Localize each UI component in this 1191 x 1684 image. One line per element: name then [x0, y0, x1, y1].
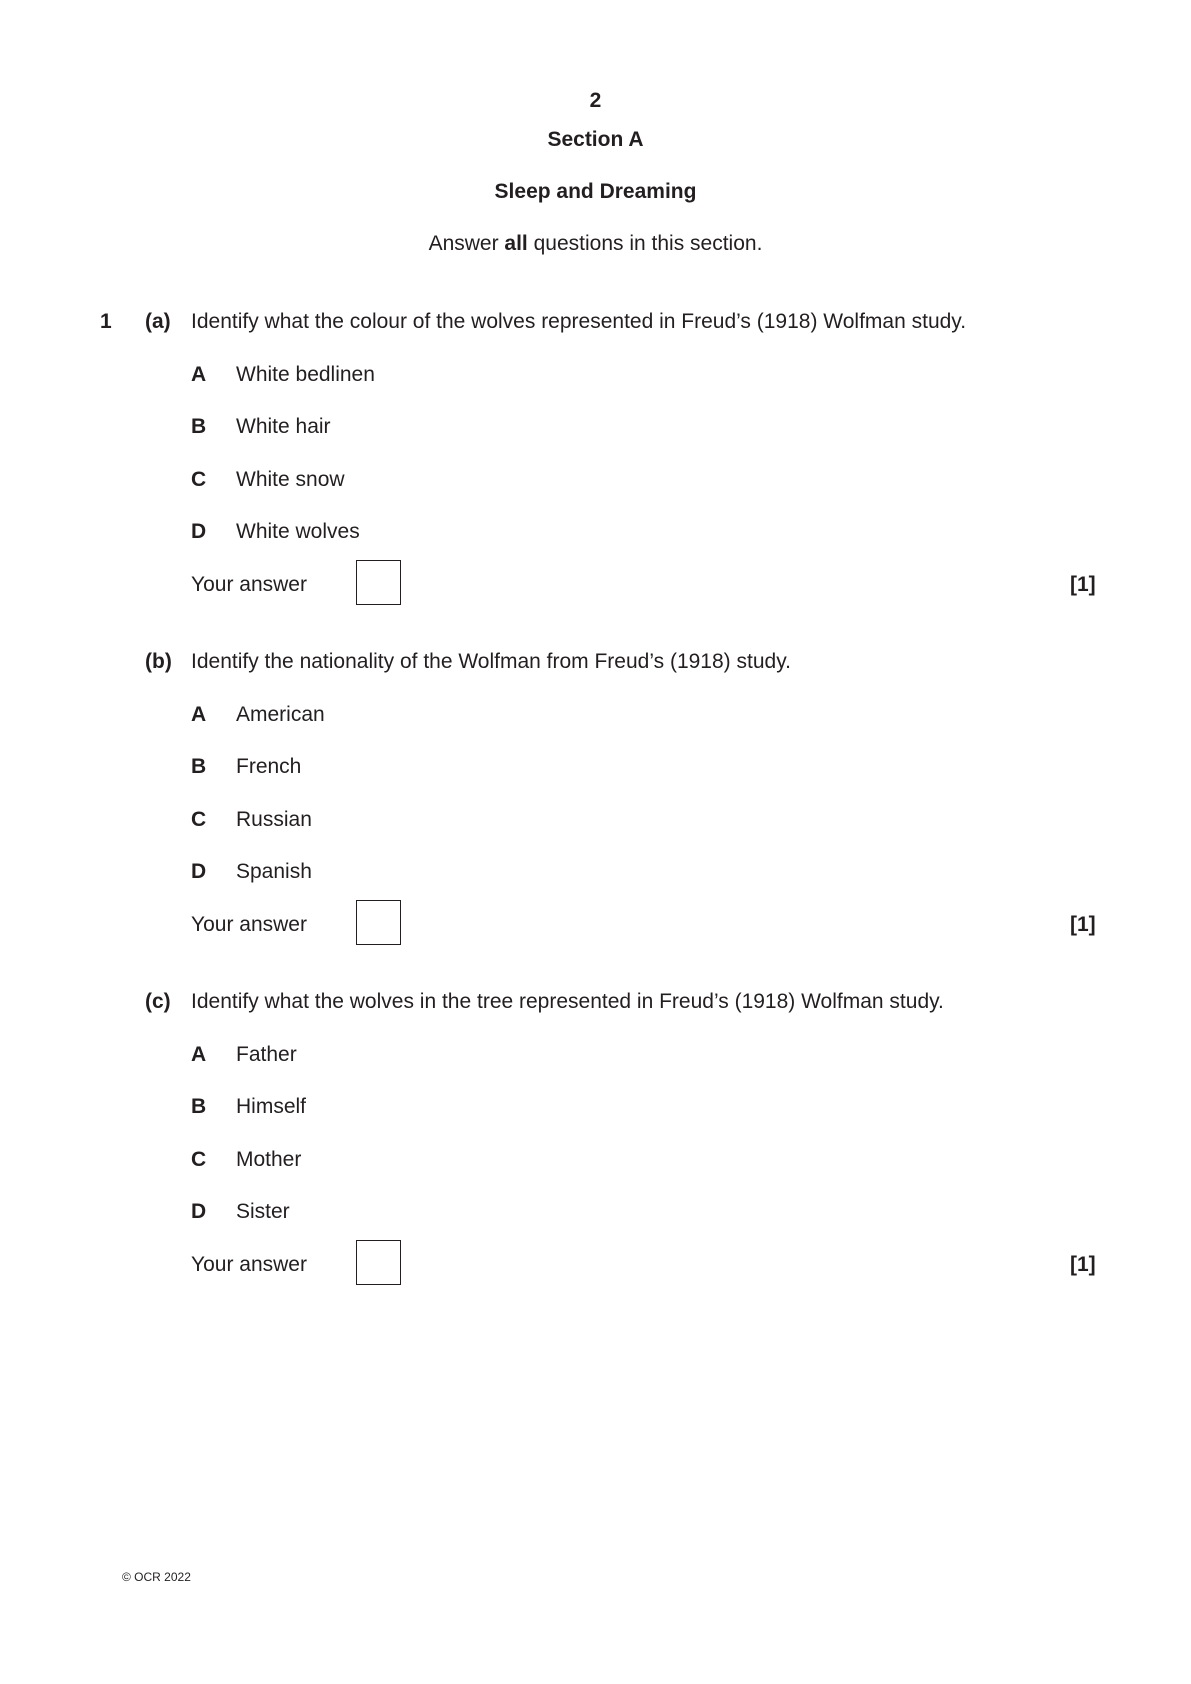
part-label: (a)	[145, 310, 171, 333]
option-text: French	[236, 755, 302, 778]
your-answer-label: Your answer	[191, 913, 307, 936]
instruction-prefix: Answer	[428, 232, 505, 255]
option-letter: B	[191, 1095, 207, 1118]
option-text: White wolves	[236, 520, 360, 543]
option-letter: C	[191, 808, 207, 831]
your-answer-label: Your answer	[191, 573, 307, 596]
section-instruction	[0, 232, 1191, 256]
marks-label: [1]	[1070, 1253, 1096, 1276]
option-text: Father	[236, 1043, 297, 1066]
marks-label: [1]	[1070, 913, 1096, 936]
your-answer-label: Your answer	[191, 1253, 307, 1276]
option-text: American	[236, 703, 325, 726]
marks-label: [1]	[1070, 573, 1096, 596]
option-letter: A	[191, 1043, 207, 1066]
section-title: Section A	[547, 128, 644, 151]
answer-box[interactable]	[356, 900, 401, 945]
option-letter: A	[191, 363, 207, 386]
option-letter: B	[191, 755, 207, 778]
part-question-text: Identify what the wolves in the tree represented in Freud’s (1918) Wolfman study.	[191, 990, 944, 1013]
option-letter: A	[191, 703, 207, 726]
option-text: Himself	[236, 1095, 307, 1118]
section-subtitle: Sleep and Dreaming	[494, 180, 697, 203]
part-question-text: Identify the nationality of the Wolfman from Freud’s (1918) study.	[191, 650, 791, 673]
part-label: (c)	[145, 990, 171, 1013]
option-text: White hair	[236, 415, 331, 438]
page-number: 2	[589, 89, 602, 112]
option-letter: D	[191, 1200, 207, 1223]
option-letter: D	[191, 520, 207, 543]
part-label: (b)	[145, 650, 172, 673]
option-letter: D	[191, 860, 207, 883]
option-text: Sister	[236, 1200, 290, 1223]
option-text: White bedlinen	[236, 363, 375, 386]
question-number: 1	[100, 310, 112, 333]
option-text: Spanish	[236, 860, 312, 883]
instruction-emphasis: all	[504, 232, 528, 255]
option-letter: C	[191, 1148, 207, 1171]
instruction-suffix: questions in this section.	[527, 232, 763, 255]
copyright-footer: © OCR 2022	[122, 1570, 191, 1584]
part-question-text: Identify what the colour of the wolves represented in Freud’s (1918) Wolfman study.	[191, 310, 967, 333]
option-letter: B	[191, 415, 207, 438]
option-text: White snow	[236, 468, 345, 491]
option-letter: C	[191, 468, 207, 491]
option-text: Mother	[236, 1148, 302, 1171]
answer-box[interactable]	[356, 1240, 401, 1285]
option-text: Russian	[236, 808, 312, 831]
answer-box[interactable]	[356, 560, 401, 605]
